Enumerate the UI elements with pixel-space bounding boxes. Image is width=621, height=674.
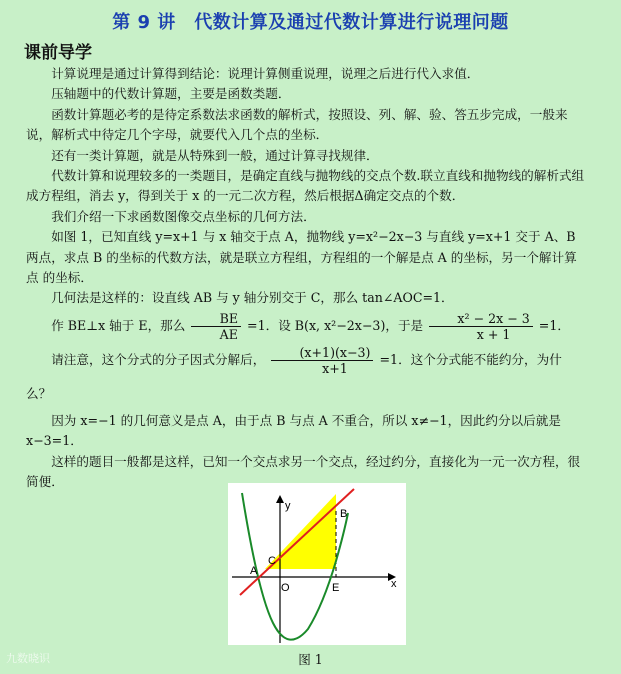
label-e: E bbox=[332, 582, 340, 594]
label-x: x bbox=[391, 578, 397, 590]
paragraph: 函数计算题必考的是待定系数法求函数的解析式，按照设、列、解、验、答五步完成，一般来说，解析式中待定几个字母，就要代入几个点的坐标． bbox=[26, 106, 568, 143]
fraction-be-ae bbox=[191, 311, 241, 342]
text-run: 作 BE⊥x 轴于 E，那么 bbox=[51, 317, 186, 333]
y-axis-arrow bbox=[276, 495, 284, 503]
paragraph: 还有一类计算题，就是从特殊到一般，通过计算寻找规律． bbox=[51, 147, 379, 163]
section-heading: 课前导学 bbox=[24, 43, 92, 63]
lesson-title: 第 9 讲 代数计算及通过代数计算进行说理问题 bbox=[112, 12, 509, 33]
paragraph: 这样的题目一般都是这样，已知一个交点求另一个交点，经过约分，直接化为一元一次方程，很简便． bbox=[26, 453, 581, 490]
fraction-quadratic bbox=[429, 311, 533, 342]
paragraph: 如图 1，已知直线 y=x+1 与 x 轴交于点 A，抛物线 y=x²−2x−3 与直线 y=x+1 交于 A、B 两点，求点 B 的坐标的代数方法，就是联立方程组，方程组的一个解是点 A 的坐标，另一个解计算点 的坐标． bbox=[26, 229, 577, 286]
label-a: A bbox=[250, 565, 258, 577]
fraction-numerator: (x+1)(x−3) bbox=[271, 345, 373, 361]
fraction-numerator: BE bbox=[191, 311, 241, 327]
text-run: =1．这个分式能不能约分，为什么？ bbox=[26, 351, 562, 401]
label-y: y bbox=[285, 500, 291, 512]
text-run: 请注意，这个分式的分子因式分解后， bbox=[51, 351, 266, 367]
watermark: 九数晓识 bbox=[6, 652, 50, 665]
fraction-denominator: x + 1 bbox=[476, 326, 511, 342]
fraction-denominator: x+1 bbox=[322, 360, 348, 376]
lesson-body bbox=[26, 64, 586, 493]
paragraph: 计算说理是通过计算得到结论：说理计算侧重说理，说理之后进行代入求值． bbox=[51, 66, 480, 81]
fraction-denominator: AE bbox=[219, 326, 238, 342]
fraction-factored bbox=[271, 345, 373, 376]
label-o: O bbox=[281, 582, 290, 594]
paragraph: 几何法是这样的：设直线 AB 与 y 轴分别交于 C，那么 tan∠AOC=1． bbox=[51, 290, 454, 306]
paragraph: 代数计算和说理较多的一类题目，是确定直线与抛物线的交点个数.联立直线和抛物线的解析式组成方程组，消去 y，得到关于 x 的一元二次方程，然后根据Δ确定交点的个数． bbox=[26, 168, 585, 204]
figure-graph bbox=[228, 483, 406, 645]
label-b: B bbox=[340, 508, 348, 520]
paragraph-tangent-fraction bbox=[26, 309, 586, 343]
text-run: =1． bbox=[538, 317, 570, 333]
paragraph: 压轴题中的代数计算题，主要是函数类题． bbox=[51, 86, 291, 102]
paragraph-factored-fraction bbox=[26, 343, 586, 411]
paragraph: 我们介绍一下求函数图像交点坐标的几何方法． bbox=[51, 208, 316, 224]
graph-svg bbox=[228, 483, 406, 645]
fraction-numerator: x² − 2x − 3 bbox=[429, 311, 533, 327]
label-c: C bbox=[268, 555, 276, 567]
paragraph: 因为 x=−1 的几何意义是点 A，由于点 B 与点 A 不重合，所以 x≠−1，因此约分以后就是 x−3=1． bbox=[26, 412, 561, 449]
text-run: =1．设 B(x, x²−2x−3)，于是 bbox=[247, 317, 424, 333]
figure-caption: 图 1 bbox=[298, 652, 323, 667]
